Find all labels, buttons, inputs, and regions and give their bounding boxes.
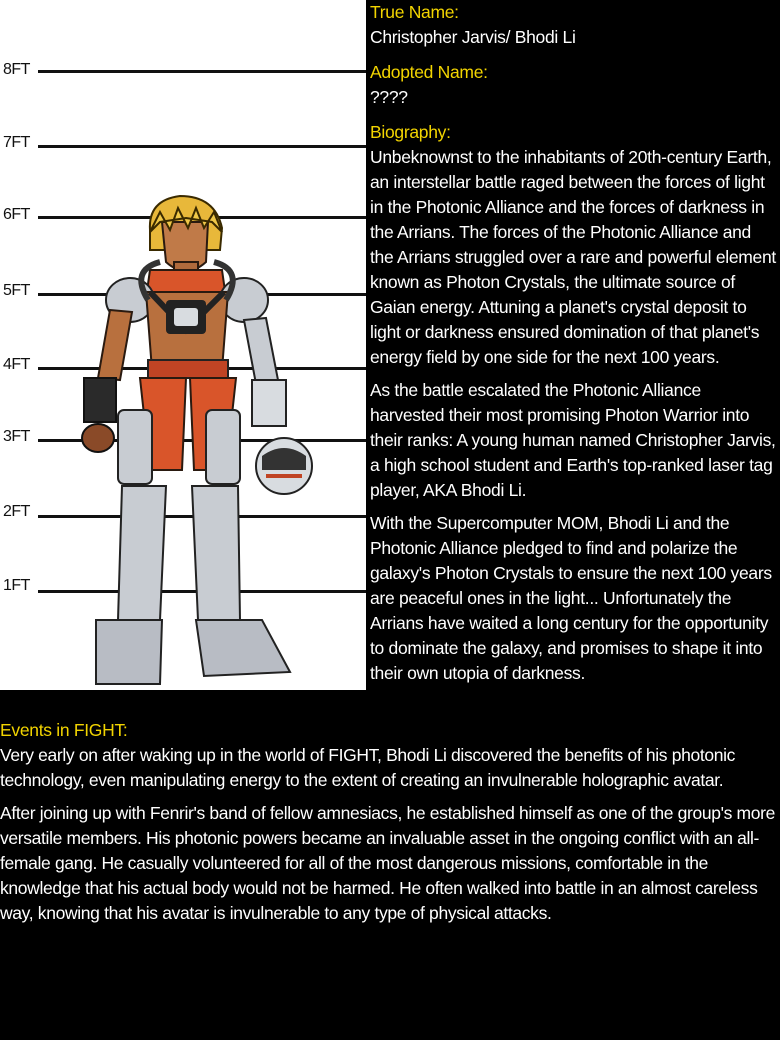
biography-paragraph: As the battle escalated the Photonic Alliance harvested their most promising Photon Warrior into their ranks: A young human named Christopher Jarvis, a high school student and Earth's top-ranked laser tag player, AKA Bhodi Li.: [370, 380, 776, 500]
biography-paragraph: With the Supercomputer MOM, Bhodi Li and the Photonic Alliance pledged to find and polarize the galaxy's Photon Crystals to ensure the next 100 years are peaceful ones in the light... Unfortunately the Arrians have waited a long century for the opportunity to dominate the galaxy, and promises to shape it into their own utopia of darkness.: [370, 513, 772, 683]
adopted-name-value: ????: [370, 87, 408, 107]
height-label-6ft: 6FT: [3, 206, 30, 223]
true-name-value: Christopher Jarvis/ Bhodi Li: [370, 27, 576, 47]
events-paragraph: After joining up with Fenrir's band of fellow amnesiacs, he established himself as one of the group's more versatile members. His photonic powers became an invaluable asset in the ongoing conflict with an all-female gang. He casually volunteered for all of the most dangerous missions, comfortable in the knowledge that his actual body would not be harmed. He often walked into battle in an almost careless way, knowing that his avatar is invulnerable to any type of physical attacks.: [0, 803, 776, 923]
biography-label: Biography:: [370, 122, 451, 142]
height-label-3ft: 3FT: [3, 428, 30, 445]
height-label-5ft: 5FT: [3, 282, 30, 299]
true-name-label: True Name:: [370, 2, 459, 22]
height-label-7ft: 7FT: [3, 134, 30, 151]
character-info-column: [370, 0, 778, 686]
height-label-1ft: 1FT: [3, 577, 30, 594]
height-label-2ft: 2FT: [3, 503, 30, 520]
biography-paragraph: Unbeknownst to the inhabitants of 20th-century Earth, an interstellar battle raged between the forces of light in the Photonic Alliance and the forces of darkness in the Arrians. The forces of the Photonic Alliance and the Arrians struggled over a rare and powerful element known as Photon Crystals, the ultimate source of Gaian energy. Attuning a planet's crystal deposit to light or darkness ensured domination of that planet's energy field by one side for the next 100 years.: [370, 147, 776, 367]
adopted-name-label: Adopted Name:: [370, 62, 488, 82]
height-label-8ft: 8FT: [3, 61, 30, 78]
events-section: [0, 718, 776, 926]
events-paragraph: Very early on after waking up in the world of FIGHT, Bhodi Li discovered the benefits of his photonic technology, even manipulating energy to the extent of creating an invulnerable holographic avatar.: [0, 745, 736, 790]
character-figure-illustration: [0, 0, 366, 690]
events-label: Events in FIGHT:: [0, 720, 128, 740]
height-chart-panel: [0, 0, 366, 690]
height-label-4ft: 4FT: [3, 356, 30, 373]
